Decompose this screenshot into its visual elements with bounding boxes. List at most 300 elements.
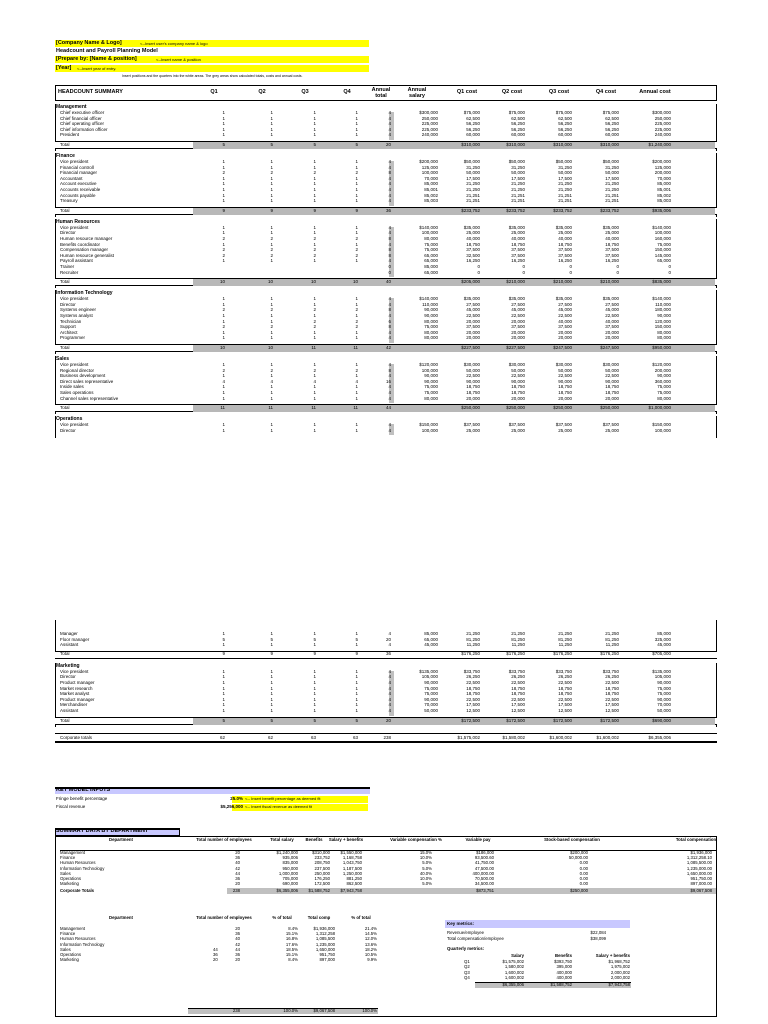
summary-cell: 70,500.00 xyxy=(474,876,494,881)
col-annual-salary: Annual salary xyxy=(407,87,427,100)
cell: 9 xyxy=(313,650,316,656)
cell: 5 xyxy=(313,717,316,723)
cell: 21,250 xyxy=(558,187,572,192)
row-label: Chief information officer xyxy=(60,126,108,132)
cell: 2 xyxy=(222,170,225,176)
summary-header: Salary + benefits xyxy=(328,837,364,842)
dist-cell: 21.4% xyxy=(364,926,377,931)
cell: 2 xyxy=(222,236,225,241)
cell: $205,000 xyxy=(461,279,480,285)
row-label: Product manager xyxy=(60,696,95,702)
dist-header: Total comp xyxy=(307,915,331,920)
cell: 0 xyxy=(522,269,525,275)
dist-cell: 20 xyxy=(235,926,240,931)
cell: 32,500 xyxy=(466,252,480,258)
cell: 20,000 xyxy=(558,335,572,341)
cell: 21,250 xyxy=(466,181,480,187)
cell: 50,000 xyxy=(657,708,671,713)
col-headcount: HEADCOUNT SUMMARY xyxy=(58,89,123,95)
cell: 4 xyxy=(388,296,391,302)
dist-header: Department xyxy=(109,915,133,920)
cell: 65,000 xyxy=(424,636,438,642)
summary-cell: 862,500 xyxy=(346,881,362,887)
dist-cell: 14.5% xyxy=(364,931,377,937)
cell: 4 xyxy=(388,329,391,335)
cell: 75,000 xyxy=(424,384,438,390)
cell: 9 xyxy=(270,207,273,213)
cell: 1 xyxy=(355,691,358,697)
quarterly-cell: 400,000 xyxy=(556,969,572,975)
cell: 60,000 xyxy=(558,132,572,138)
cell: $176,250 xyxy=(461,650,480,656)
row-label: Financial manager xyxy=(60,170,98,176)
row-label: Inside sales xyxy=(60,384,84,390)
cell: 125,000 xyxy=(654,164,671,170)
cell: 37,500 xyxy=(605,252,619,258)
cell: 17,500 xyxy=(605,175,619,181)
cell: 21,251 xyxy=(466,198,480,204)
dist-cell: 15.1% xyxy=(285,931,298,937)
cell: 1 xyxy=(313,198,316,204)
cell: 250,000 xyxy=(421,115,438,121)
cell: 0 xyxy=(616,264,619,269)
summary-cell: 44 xyxy=(235,870,240,876)
dist-cell: 17.6% xyxy=(285,941,298,947)
summary-cell: 233,752 xyxy=(314,855,330,861)
cell: 2 xyxy=(313,252,316,258)
cell: 26,250 xyxy=(466,674,480,680)
quarterly-title: Quarterly metrics: xyxy=(447,946,485,951)
cell: 4 xyxy=(388,164,391,170)
cell: $35,000 xyxy=(508,224,525,230)
cell: 70,000 xyxy=(657,175,671,181)
dist-cell: Human Resources xyxy=(60,936,96,942)
cell: 37,500 xyxy=(605,324,619,330)
cell: $176,250 xyxy=(600,650,619,656)
summary-cell: 0.00 xyxy=(579,865,588,871)
dist-side-value: 36 xyxy=(213,952,218,958)
summary-cell: 36 xyxy=(235,855,240,861)
section-title: Human Resources xyxy=(56,218,100,225)
row-label: Vice president xyxy=(60,224,89,230)
cell: 1 xyxy=(313,126,316,132)
cell: 4 xyxy=(388,427,391,433)
summary-cell: 1,650,000.00 xyxy=(686,870,712,876)
cell: $1,000,000 xyxy=(648,405,671,411)
cell: 31,250 xyxy=(605,164,619,170)
cell: 22,500 xyxy=(605,373,619,379)
summary-cell: Management xyxy=(60,850,86,855)
cell: 90,000 xyxy=(657,696,671,702)
cell: 1 xyxy=(270,685,273,691)
cell: 1 xyxy=(355,329,358,335)
cell: 1 xyxy=(313,313,316,318)
cell: 1 xyxy=(355,115,358,121)
cell: 80,000 xyxy=(424,318,438,324)
cell: 50,000 xyxy=(424,708,438,713)
cell: 21,250 xyxy=(558,181,572,187)
cell: 2 xyxy=(270,236,273,241)
cell: 75,000 xyxy=(424,685,438,691)
cell: 1 xyxy=(222,258,225,264)
cell: 11,250 xyxy=(558,642,572,648)
cell: 22,500 xyxy=(605,680,619,685)
cell: 4 xyxy=(388,224,391,230)
cell: $33,750 xyxy=(463,668,480,674)
cell: $835,000 xyxy=(652,279,671,285)
summary-cell: $1,550,000 xyxy=(340,850,362,855)
cell: 4 xyxy=(388,187,391,192)
cell: $247,500 xyxy=(553,345,572,350)
summary-header: Stock-based compensation xyxy=(544,837,600,842)
cell: 1 xyxy=(355,642,358,648)
cell: $247,500 xyxy=(600,345,619,350)
row-label: Director xyxy=(60,301,76,307)
cell: 18,750 xyxy=(466,691,480,697)
cell: $50,000 xyxy=(555,159,572,164)
summary-total-cell: $7,943,758 xyxy=(340,888,362,893)
metric-rev-value: $22,084 xyxy=(590,930,606,935)
cell: 120,000 xyxy=(654,318,671,324)
cell: 1 xyxy=(222,373,225,379)
dist-cell: 18.2% xyxy=(364,946,377,952)
cell: 4 xyxy=(388,384,391,390)
cell: $75,000 xyxy=(555,110,572,115)
dist-cell: 15.1% xyxy=(285,952,298,957)
dist-total-cell: 100.0% xyxy=(283,1008,298,1013)
summary-cell: 93,500.60 xyxy=(474,855,494,861)
cell: 45,000 xyxy=(466,307,480,313)
cell: 26,250 xyxy=(511,674,525,680)
cell: 5 xyxy=(222,142,225,147)
cell: 1 xyxy=(270,642,273,648)
dist-cell: 13.6% xyxy=(364,941,377,947)
dist-cell: 1,650,000 xyxy=(315,946,335,952)
cell: 1 xyxy=(270,702,273,708)
summary-cell: 881,250 xyxy=(346,876,362,881)
summary-cell: 5.0% xyxy=(422,865,432,871)
cell: 90,000 xyxy=(605,378,619,384)
cell: 16 xyxy=(385,378,391,384)
cell: 4 xyxy=(388,691,391,697)
dist-side-value: 20 xyxy=(213,957,218,963)
cell: 4 xyxy=(388,192,391,198)
row-label: Systems analyst xyxy=(60,313,93,318)
revenue-label: Fiscal revenue xyxy=(56,804,86,809)
cell: 4 xyxy=(388,115,391,121)
cell: 1 xyxy=(355,241,358,247)
cell: 1 xyxy=(222,362,225,367)
cell: 11,250 xyxy=(511,642,525,648)
summary-cell: $186,000 xyxy=(476,850,494,855)
summary-header: Benefits xyxy=(305,837,323,842)
cell: 1 xyxy=(313,384,316,390)
cell: 20,000 xyxy=(466,329,480,335)
row-label: Business development xyxy=(60,373,106,379)
cell: 22,500 xyxy=(558,680,572,685)
cell: $950,000 xyxy=(652,345,671,350)
cell: 25,000 xyxy=(605,230,619,236)
cell: 1 xyxy=(222,696,225,702)
cell: 4 xyxy=(388,258,391,264)
row-label: Human resource generalist xyxy=(60,252,115,258)
cell: $233,752 xyxy=(506,207,525,213)
cell: 2 xyxy=(270,367,273,373)
cell: 62,500 xyxy=(511,115,525,121)
section-title: Sales xyxy=(56,356,70,362)
cell: 18,750 xyxy=(558,384,572,390)
cell: 25,000 xyxy=(605,427,619,433)
cell: 27,500 xyxy=(511,301,525,307)
summary-header: Variable compensation % xyxy=(390,837,442,842)
cell: 60,000 xyxy=(605,132,619,138)
cell: 1 xyxy=(313,373,316,379)
cell: 17,500 xyxy=(558,702,572,708)
cell: 1 xyxy=(270,674,273,680)
cell: 1 xyxy=(355,159,358,164)
summary-cell: Marketing xyxy=(60,881,79,887)
cell: 4 xyxy=(388,110,391,115)
row-label: Corporate totals xyxy=(60,734,93,740)
cell: 1 xyxy=(313,674,316,680)
cell: 90,000 xyxy=(558,378,572,384)
cell: 1 xyxy=(313,192,316,198)
cell: 12,500 xyxy=(605,708,619,713)
cell: 4 xyxy=(270,378,273,384)
dist-cell: Operations xyxy=(60,952,82,957)
cell: 22,500 xyxy=(558,696,572,702)
cell: 1 xyxy=(313,696,316,702)
cell: 1 xyxy=(355,181,358,187)
cell: 20 xyxy=(385,142,391,147)
cell: 85,000 xyxy=(424,181,438,187)
cell: 40 xyxy=(385,279,391,285)
cell: 63 xyxy=(352,734,358,740)
quarterly-cell: 1,580,002 xyxy=(504,964,524,970)
section-title: Finance xyxy=(56,153,75,159)
cell: 1 xyxy=(270,708,273,713)
cell: 1 xyxy=(313,301,316,307)
cell: 1 xyxy=(270,181,273,187)
dist-cell: 18.5% xyxy=(285,946,298,952)
cell: 1 xyxy=(313,708,316,713)
cell: 85,003 xyxy=(424,198,438,204)
cell: $250,000 xyxy=(553,405,572,411)
cell: $33,750 xyxy=(555,668,572,674)
cell: 37,500 xyxy=(605,247,619,253)
cell: 21,250 xyxy=(558,631,572,636)
row-label: Support xyxy=(60,324,76,330)
cell: 1 xyxy=(355,121,358,127)
summary-cell: 690,000 xyxy=(282,881,298,887)
cell: 17,500 xyxy=(511,702,525,708)
summary-cell: 10.0% xyxy=(419,876,432,881)
summary-header: Total salary xyxy=(270,837,294,842)
cell: 105,000 xyxy=(654,674,671,680)
cell: 70,000 xyxy=(424,175,438,181)
cell: 0 xyxy=(668,264,671,269)
metrics-title: Key metrics: xyxy=(447,921,475,926)
cell: 65,000 xyxy=(657,258,671,264)
cell: 18,750 xyxy=(605,384,619,390)
cell: $1,600,002 xyxy=(549,734,572,740)
summary-cell: 208,750 xyxy=(314,860,330,866)
cell: 1 xyxy=(313,164,316,170)
cell: 1 xyxy=(270,329,273,335)
cell: $35,000 xyxy=(508,296,525,302)
summary-cell: 20 xyxy=(235,881,240,887)
fringe-value[interactable]: 25.0% xyxy=(230,796,243,801)
cell: 1 xyxy=(270,395,273,401)
row-label: Payroll assistant xyxy=(60,258,93,264)
cell: 22,500 xyxy=(511,680,525,685)
cell: 20,000 xyxy=(605,335,619,341)
quarterly-header: Salary + benefits xyxy=(595,953,630,958)
cell: 18,750 xyxy=(558,390,572,395)
row-label: Vice president xyxy=(60,422,89,428)
revenue-value[interactable]: $5,256,000 xyxy=(220,804,243,809)
cell: 11,250 xyxy=(466,642,480,648)
cell: 20,000 xyxy=(511,329,525,335)
cell: 1 xyxy=(313,329,316,335)
cell: 17,500 xyxy=(466,702,480,708)
cell: $227,500 xyxy=(461,345,480,350)
quarterly-header: Benefits xyxy=(555,953,572,958)
cell: 1 xyxy=(270,296,273,302)
col-q4-cost: Q4 cost xyxy=(595,89,617,95)
summary-cell: 0.00 xyxy=(579,876,588,881)
cell: 90,000 xyxy=(424,373,438,379)
cell: $1,240,000 xyxy=(648,142,671,147)
summary-cell: 237,500 xyxy=(314,865,330,871)
cell: $233,752 xyxy=(553,207,572,213)
cell: 1 xyxy=(355,384,358,390)
cell: 8 xyxy=(388,247,391,253)
cell: 2 xyxy=(355,170,358,176)
row-label: Human resource manager xyxy=(60,236,113,241)
cell: 1 xyxy=(355,126,358,132)
dist-cell: 897,000 xyxy=(319,957,335,963)
cell: 85,002 xyxy=(424,192,438,198)
cell: 90,000 xyxy=(511,378,525,384)
summary-cell: 0.00 xyxy=(579,881,588,887)
cell: 21,250 xyxy=(511,187,525,192)
cell: 4 xyxy=(388,132,391,138)
summary-cell: 1,085,500.00 xyxy=(686,860,712,866)
cell: 1 xyxy=(270,224,273,230)
cell: 10 xyxy=(219,345,225,350)
cell: 100,000 xyxy=(654,427,671,433)
cell: 1 xyxy=(355,685,358,691)
cell: 100,000 xyxy=(421,367,438,373)
cell: $37,500 xyxy=(508,422,525,428)
cell: 27,500 xyxy=(558,301,572,307)
cell: 4 xyxy=(388,313,391,318)
cell: 25,000 xyxy=(466,230,480,236)
company-note: <--Insert user's company name & logo xyxy=(140,40,208,46)
cell: 110,000 xyxy=(422,301,438,307)
cell: 20,000 xyxy=(511,318,525,324)
cell: 2 xyxy=(270,247,273,253)
col-q3-cost: Q3 cost xyxy=(548,89,570,95)
summary-cell: 47,500.00 xyxy=(474,865,494,871)
summary-cell: $200,000 xyxy=(570,850,588,855)
row-label: Recruiter xyxy=(60,269,79,275)
cell: 75,000 xyxy=(424,241,438,247)
cell: 80,000 xyxy=(657,335,671,341)
cell: 20,000 xyxy=(605,395,619,401)
row-label: Total xyxy=(60,345,70,350)
summary-cell: Sales xyxy=(60,870,71,876)
cell: 21,251 xyxy=(605,192,619,198)
cell: 62,500 xyxy=(558,115,572,121)
cell: 200,000 xyxy=(654,170,671,176)
dist-cell: 1,312,258 xyxy=(315,931,335,937)
row-label: Accountant xyxy=(60,175,83,181)
cell: 4 xyxy=(388,198,391,204)
cell: 0 xyxy=(388,269,391,275)
cell: 1 xyxy=(313,680,316,685)
cell: $37,500 xyxy=(463,422,480,428)
cell: 60,000 xyxy=(466,132,480,138)
metric-comp-label: Total compensation/employee xyxy=(447,936,504,941)
cell: 26,250 xyxy=(605,674,619,680)
cell: 9 xyxy=(222,650,225,656)
cell: 17,500 xyxy=(605,702,619,708)
quarterly-cell: 1,600,002 xyxy=(504,975,524,981)
cell: 1 xyxy=(270,230,273,236)
cell: $140,000 xyxy=(419,224,438,230)
cell: 50,000 xyxy=(605,170,619,176)
cell: 1 xyxy=(270,680,273,685)
summary-cell: Finance xyxy=(60,855,76,861)
cell: 2 xyxy=(222,252,225,258)
cell: 100,000 xyxy=(421,230,438,236)
cell: 8 xyxy=(388,307,391,313)
cell: 1 xyxy=(222,335,225,341)
cell: 1 xyxy=(313,241,316,247)
cell: $35,000 xyxy=(555,296,572,302)
summary-cell: 1,250,000 xyxy=(342,870,362,876)
summary-cell: 705,000 xyxy=(282,876,298,881)
summary-cell: $310,000 xyxy=(312,850,330,855)
cell: 1 xyxy=(313,691,316,697)
cell: 0 xyxy=(668,269,671,275)
cell: 8 xyxy=(388,170,391,176)
cell: 21,250 xyxy=(605,631,619,636)
cell: 85,003 xyxy=(657,198,671,204)
cell: 1 xyxy=(355,313,358,318)
summary-header: Department xyxy=(109,837,133,842)
dist-cell: Information Technology xyxy=(60,941,105,947)
cell: 1 xyxy=(222,110,225,115)
cell: 37,500 xyxy=(466,247,480,253)
cell: 40,000 xyxy=(605,236,619,241)
cell: 20,000 xyxy=(466,395,480,401)
cell: $6,355,006 xyxy=(648,734,671,740)
summary-total-cell: $1,588,752 xyxy=(308,888,330,893)
cell: 1 xyxy=(355,132,358,138)
cell: 1 xyxy=(313,422,316,428)
quarterly-header: Salary xyxy=(511,953,524,958)
dist-total-cell: 238 xyxy=(232,1008,240,1013)
cell: 50,000 xyxy=(558,170,572,176)
cell: 0 xyxy=(477,264,480,269)
cell: 75,000 xyxy=(424,324,438,330)
cell: 0 xyxy=(569,264,572,269)
cell: 1 xyxy=(222,702,225,708)
summary-cell: Operations xyxy=(60,876,82,881)
